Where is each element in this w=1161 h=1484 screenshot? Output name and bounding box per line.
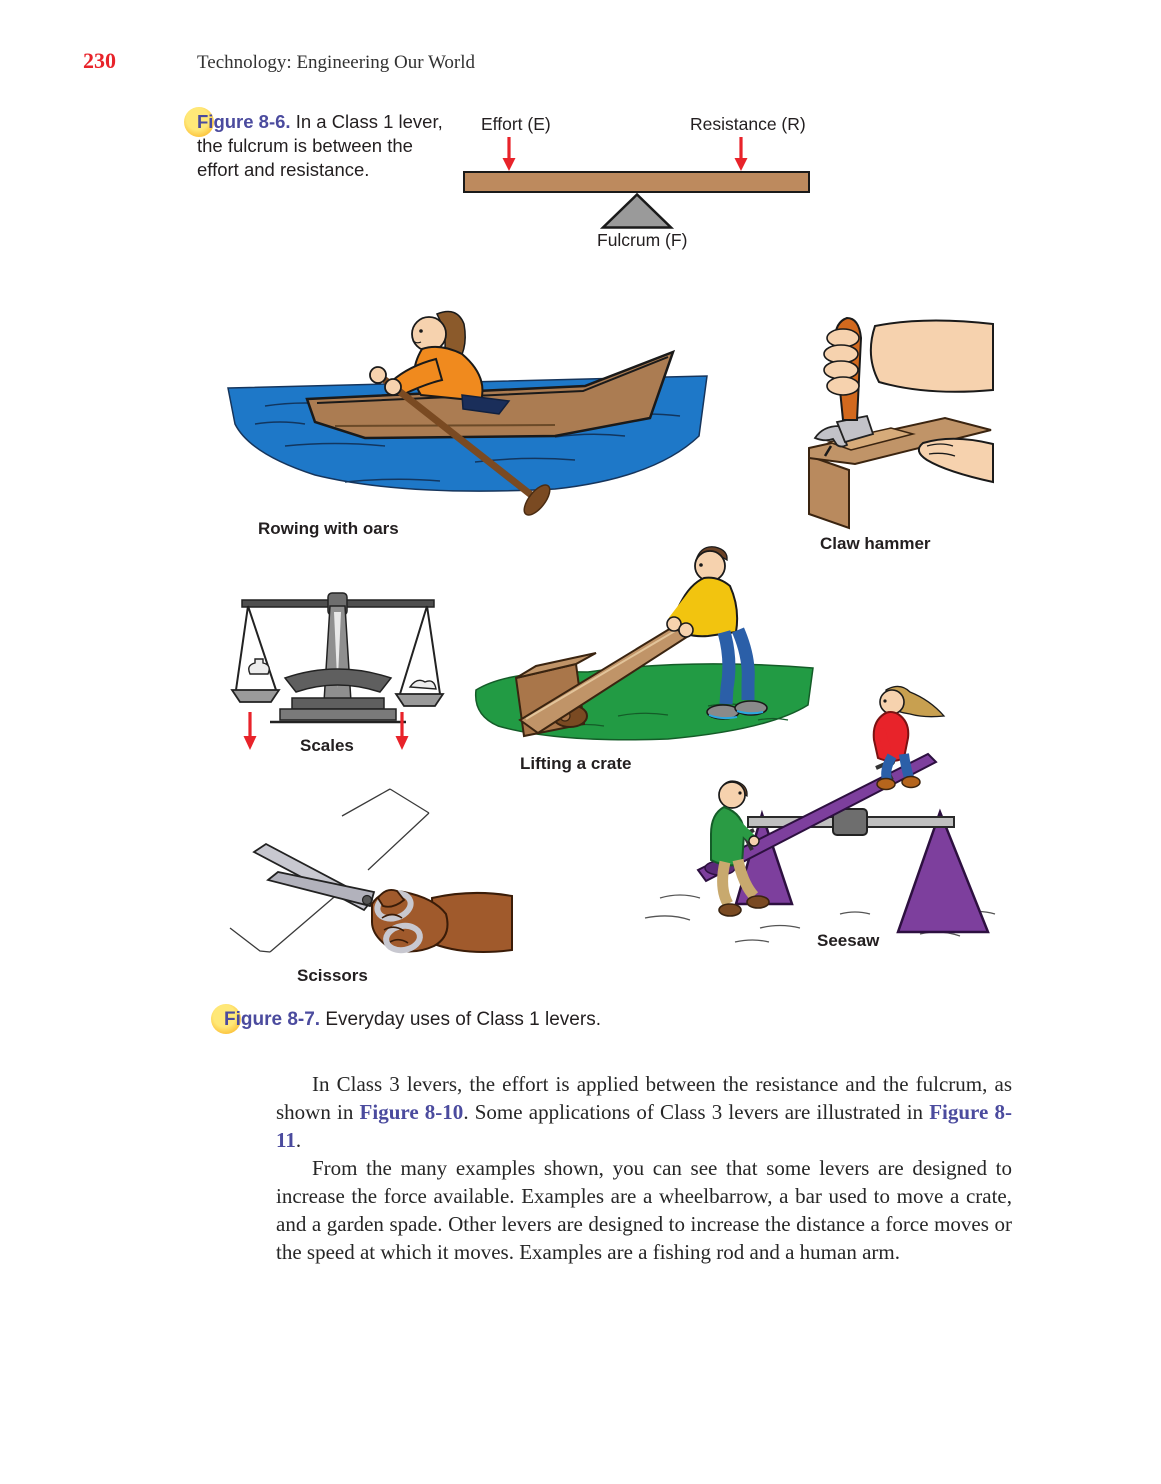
fulcrum-triangle: [599, 192, 675, 230]
rowing-with-oars-illustration: [225, 296, 710, 518]
claw-hammer-illustration: [795, 296, 995, 532]
scales-resistance-arrow-icon: [396, 712, 409, 750]
lever-bar: [463, 171, 810, 193]
para1-text: .: [295, 1128, 302, 1152]
running-head: Technology: Engineering Our World: [197, 52, 476, 73]
resistance-label: Resistance (R): [690, 114, 806, 134]
figure-8-7-caption: [212, 1008, 924, 1032]
scissors-illustration: [222, 786, 514, 964]
figure-8-10-reference: Figure 8-10: [359, 1100, 464, 1124]
figure-8-7-caption-text: Everyday uses of Class 1 levers.: [325, 1009, 601, 1030]
paragraph-lever-examples: From the many examples shown, you can see that some levers are designed to increase the force available. Examples are a wheelbarrow, a bar used to move a crate, and a garden spade. Other levers are designed to increase the distance a force moves or the speed at which it moves. Examples are a fishing rod and a human arm.: [276, 1156, 1012, 1264]
figure-8-11-reference: Figure 8-11: [276, 1100, 1012, 1152]
figure-8-6-label: Figure 8-6.: [197, 111, 291, 132]
claw-hammer-label: Claw hammer: [820, 534, 931, 553]
effort-label: Effort (E): [481, 114, 551, 134]
para1-text: . Some applications of Class 3 levers are illustrated in: [463, 1100, 930, 1124]
seesaw-label: Seesaw: [817, 931, 880, 950]
fulcrum-label: Fulcrum (F): [597, 230, 688, 250]
body-text: [276, 1070, 1012, 1266]
effort-arrow-icon: [501, 137, 517, 171]
resistance-arrow-icon: [733, 137, 749, 171]
para1-text: In Class 3 levers, the effort is applied between the resistance and the fulcrum, as shown in: [276, 1072, 1012, 1124]
scissors-label: Scissors: [297, 966, 368, 985]
scales-illustration: [230, 590, 445, 754]
figure-8-6-caption-text: In a Class 1 lever, the fulcrum is between the effort and resistance.: [197, 111, 443, 180]
figure-8-6-caption: [197, 110, 459, 182]
rowing-with-oars-label: Rowing with oars: [258, 519, 399, 538]
page-number: 230: [83, 48, 116, 73]
lifting-a-crate-label: Lifting a crate: [520, 754, 632, 773]
paragraph-class-3-levers: [276, 1070, 1012, 1154]
seesaw-illustration: [640, 662, 1015, 950]
scales-effort-arrow-icon: [244, 712, 257, 750]
figure-8-7-label: Figure 8-7.: [224, 1009, 321, 1030]
scales-label: Scales: [300, 736, 354, 755]
